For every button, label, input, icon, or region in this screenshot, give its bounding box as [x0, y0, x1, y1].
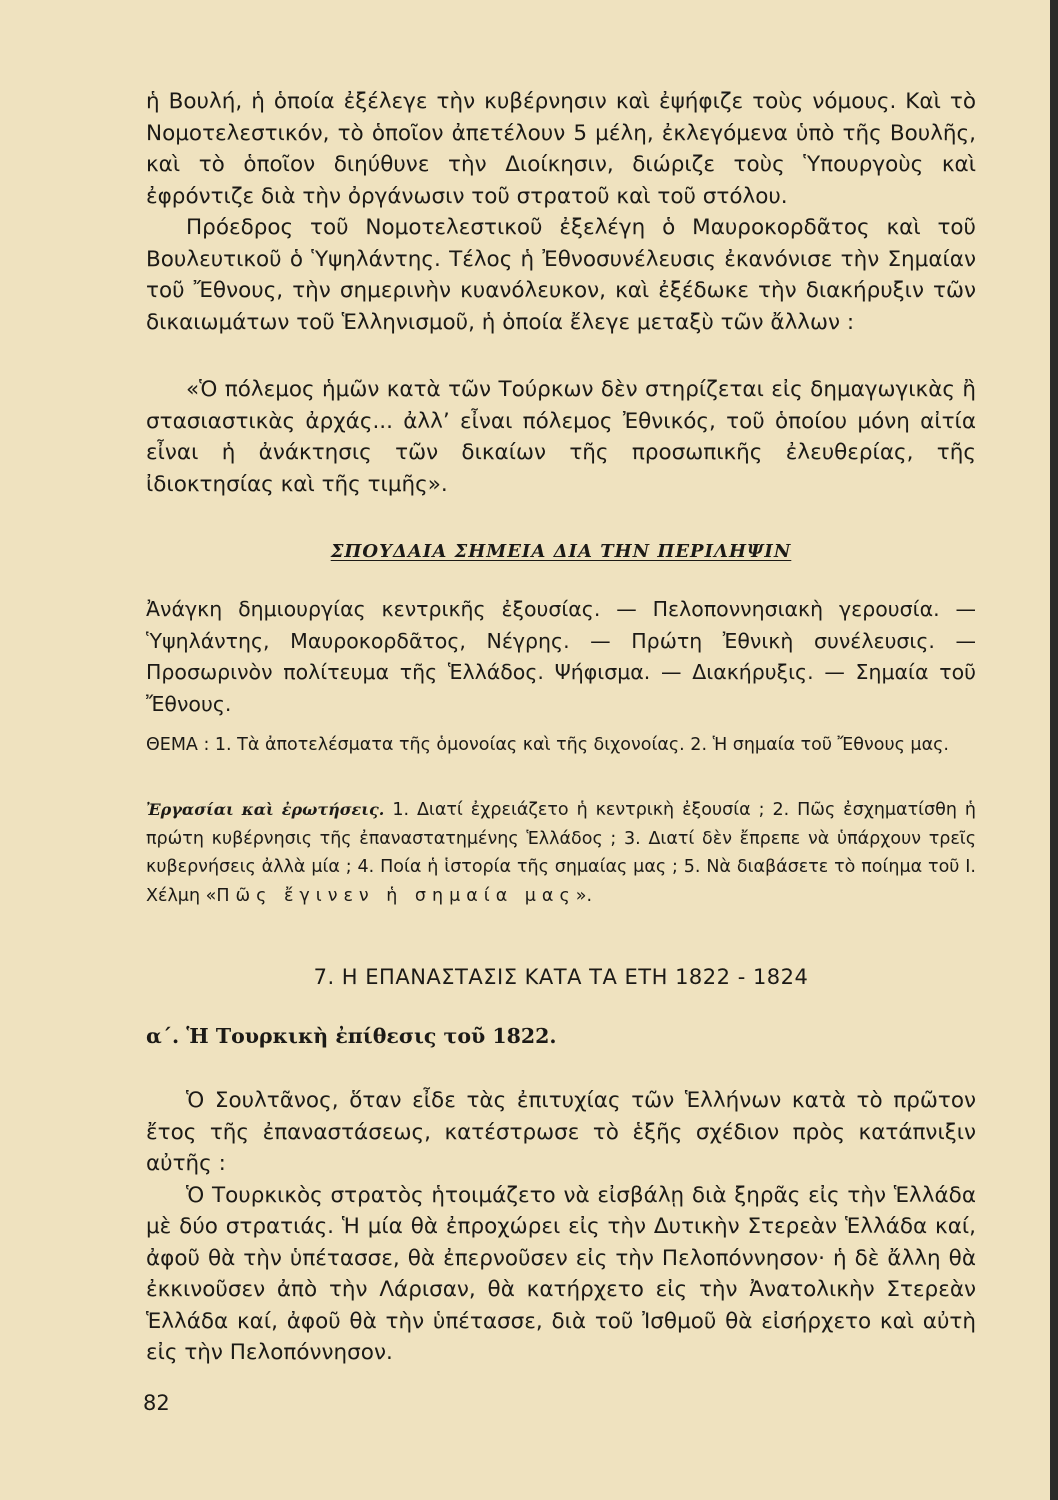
page-edge	[1050, 0, 1058, 1500]
paragraph-1: ἡ Βουλή, ἡ ὁποία ἐξέλεγε τὴν κυβέρνησιν καὶ ἐψήφιζε τοὺς νόμους. Καὶ τὸ Νομοτελεστικόν, τὸ ὁποῖον ἀπετέλουν 5 μέλη, ἐκλεγόμενα ὑπὸ τῆς Βουλῆς, καὶ τὸ ὁποῖον διηύθυνε τὴν Διοίκησιν, διώριζε τοὺς Ὑπουργοὺς καὶ ἐφρόντιζε διὰ τὴν ὀργάνωσιν τοῦ στρατοῦ καὶ τοῦ στόλου.	[146, 89, 976, 209]
poem-title: Πῶς ἔγινεν ἡ σημαία μας	[216, 885, 576, 906]
chapter-title: 7. Η ΕΠΑΝΑΣΤΑΣΙΣ ΚΑΤΑ ΤΑ ΕΤΗ 1822 - 1824	[313, 965, 809, 989]
section-body	[146, 1085, 976, 1369]
section-title: α΄. Ἡ Τουρκικὴ ἐπίθεσις τοῦ 1822.	[146, 1024, 557, 1048]
paragraph-2: Πρόεδρος τοῦ Νομοτελεστικοῦ ἐξελέγη ὁ Μαυροκορδᾶτος καὶ τοῦ Βουλευτικοῦ ὁ Ὑψηλάντης. Τέλος ἡ Ἐθνοσυνέλευσις ἐκανόνισε τὴν Σημαίαν τοῦ Ἔθνους, τὴν σημερινὴν κυανόλευκον, καὶ ἐξέδωκε τὴν διακήρυξιν τῶν δικαιωμάτων τοῦ Ἑλληνισμοῦ, ἡ ὁποία ἔλεγε μεταξὺ τῶν ἄλλων :	[146, 215, 976, 335]
exercises-questions: 1. Διατί ἐχρειάζετο ἡ κεντρικὴ ἐξουσία ; 2. Πῶς ἐσχηματίσθη ἡ πρώτη κυβέρνησις τῆς ἐπαναστατημένης Ἑλλάδος ; 3. Διατί δὲν ἔπρεπε νὰ ὑπάρχουν τρεῖς κυβερνήσεις ἀλλὰ μία ; 4. Ποία ἡ ἱστορία τῆς σημαίας μας ; 5. Νὰ διαβάσετε τὸ ποίημα τοῦ Ι. Χέλμη «	[146, 800, 976, 906]
summary-heading: ΣΠΟΥΔΑΙΑ ΣΗΜΕΙΑ ΔΙΑ ΤΗΝ ΠΕΡΙΛΗΨΙΝ	[330, 541, 792, 562]
declaration-quote	[146, 374, 976, 500]
body-paragraph-2: Ὁ Τουρκικὸς στρατὸς ἡτοιμάζετο νὰ εἰσβάλῃ διὰ ξηρᾶς εἰς τὴν Ἑλλάδα μὲ δύο στρατιάς. Ἡ μία θὰ ἐπροχώρει εἰς τὴν Δυτικὴν Στερεὰν Ἑλλάδα καί, ἀφοῦ θὰ τὴν ὑπέτασσε, θὰ ἐπερνοῦσεν εἰς τὴν Πελοπόννησον· ἡ δὲ ἄλλη θὰ ἐκκινοῦσεν ἀπὸ τὴν Λάρισαν, θὰ κατήρχετο εἰς τὴν Ἀνατολικὴν Στερεὰν Ἑλλάδα καί, ἀφοῦ θὰ τὴν ὑπέτασσε, διὰ τοῦ Ἰσθμοῦ θὰ εἰσήρχετο καὶ αὐτὴ εἰς τὴν Πελοπόννησον.	[146, 1182, 976, 1365]
theme-line: ΘΕΜΑ : 1. Τὰ ἀποτελέσματα τῆς ὁμονοίας καὶ τῆς διχονοίας. 2. Ἡ σημαία τοῦ Ἔθνους μας.	[146, 735, 949, 755]
exercises-block	[146, 796, 976, 910]
body-paragraph-1: Ὁ Σουλτᾶνος, ὅταν εἶδε τὰς ἐπιτυχίας τῶν Ἑλλήνων κατὰ τὸ πρῶτον ἔτος τῆς ἐπαναστάσεως, κατέστρωσε τὸ ἑξῆς σχέδιον πρὸς κατάπνιξιν αὐτῆς :	[146, 1088, 976, 1176]
opening-text	[146, 86, 976, 338]
exercises-label: Ἐργασίαι καὶ ἐρωτήσεις.	[146, 800, 385, 819]
page-number: 82	[143, 1391, 170, 1415]
quote-text: «Ὁ πόλεμος ἡμῶν κατὰ τῶν Τούρκων δὲν στηρίζεται εἰς δημαγωγικὰς ἢ στασιαστικὰς ἀρχάς... ἀλλ’ εἶναι πόλεμος Ἐθνικός, τοῦ ὁποίου μόνη αἰτία εἶναι ἡ ἀνάκτησις τῶν δικαίων τῆς προσωπικῆς ἐλευθερίας, τῆς ἰδιοκτησίας καὶ τῆς τιμῆς».	[146, 377, 976, 497]
exercises-end: ».	[575, 885, 593, 906]
summary-points: Ἀνάγκη δημιουργίας κεντρικῆς ἐξουσίας. — Πελοποννησιακὴ γερουσία. — Ὑψηλάντης, Μαυροκορδᾶτος, Νέγρης. — Πρώτη Ἐθνικὴ συνέλευσις. — Προσωρινὸν πολίτευμα τῆς Ἑλλάδος. Ψήφισμα. — Διακήρυξις. — Σημαία τοῦ Ἔθνους.	[146, 597, 976, 716]
